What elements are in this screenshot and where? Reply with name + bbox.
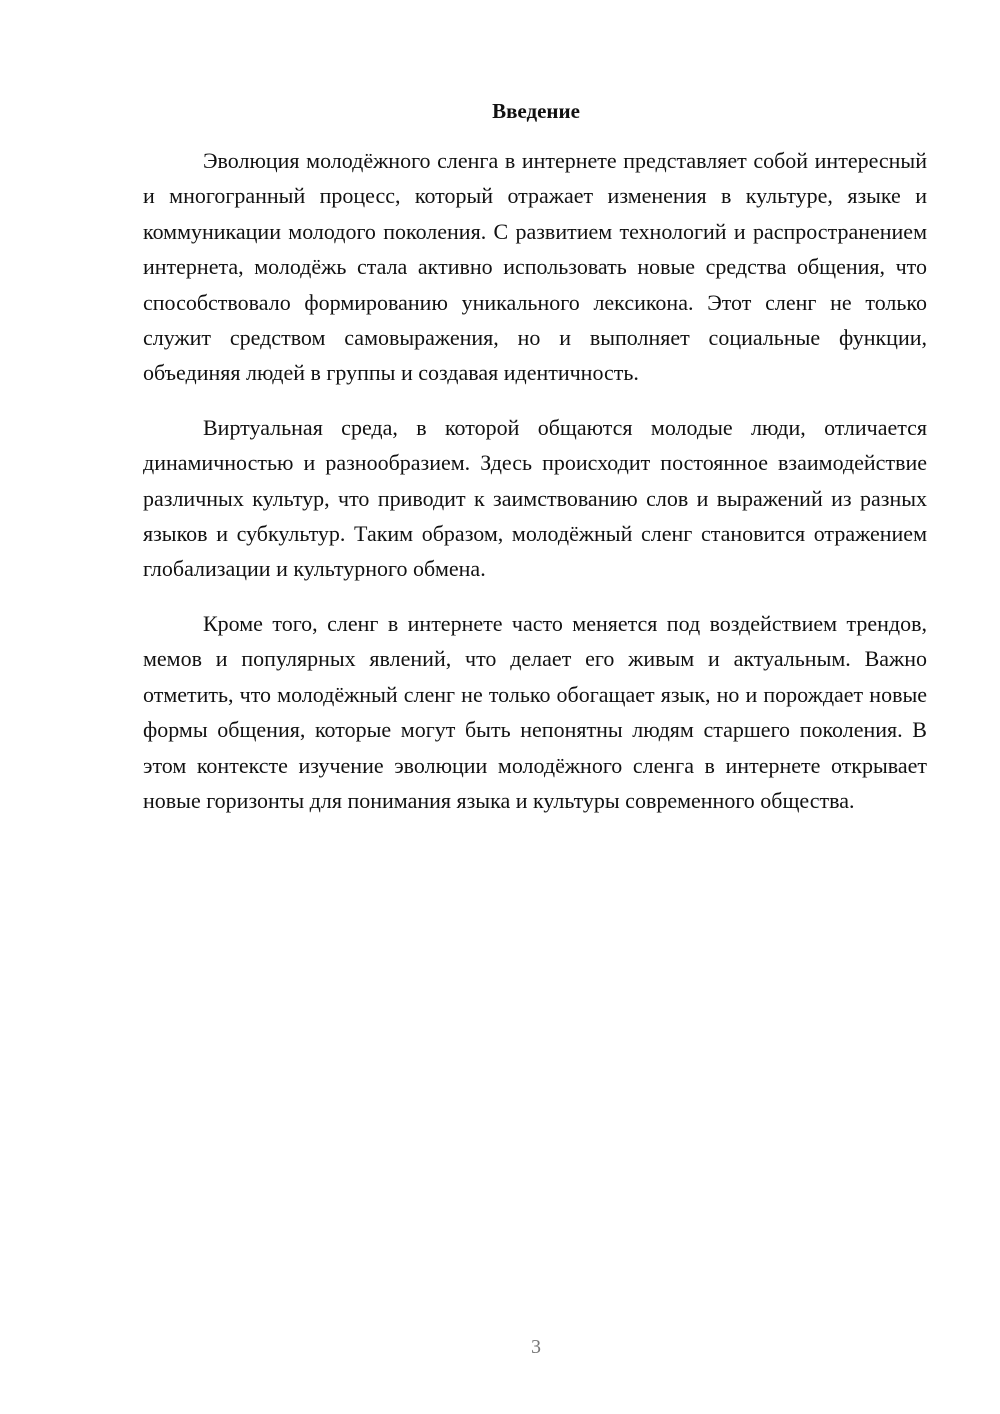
paragraph-1: Эволюция молодёжного сленга в интернете представляет собой интересный и многогранный процесс, который отражает изменения в культуре, языке и коммуникации молодого поколения. С развитием технологий и распространением интернета, молодёжь стала активно использовать новые средства общения, что способствовало формированию уникального лексикона. Этот сленг не только служит средством самовыражения, но и выполняет социальные функции, объединяя людей в группы и создавая идентичность. xyxy=(143,148,927,386)
paragraph-3: Кроме того, сленг в интернете часто меняется под воздействием трендов, мемов и популярных явлений, что делает его живым и актуальным. Важно отметить, что молодёжный сленг не только обогащает язык, но и порождает новые формы общения, которые могут быть непонятны людям старшего поколения. В этом контексте изучение эволюции молодёжного сленга в интернете открывает новые горизонты для понимания языка и культуры современного общества. xyxy=(143,610,927,813)
body-text xyxy=(143,143,927,837)
page-number: 3 xyxy=(531,1336,541,1358)
page-title: Введение xyxy=(492,99,580,123)
paragraph-2: Виртуальная среда, в которой общаются молодые люди, отличается динамичностью и разнообразием. Здесь происходит постоянное взаимодействие различных культур, что приводит к заимствованию слов и выражений из разных языков и субкультур. Таким образом, молодёжный сленг становится отражением глобализации и культурного обмена. xyxy=(143,414,927,582)
